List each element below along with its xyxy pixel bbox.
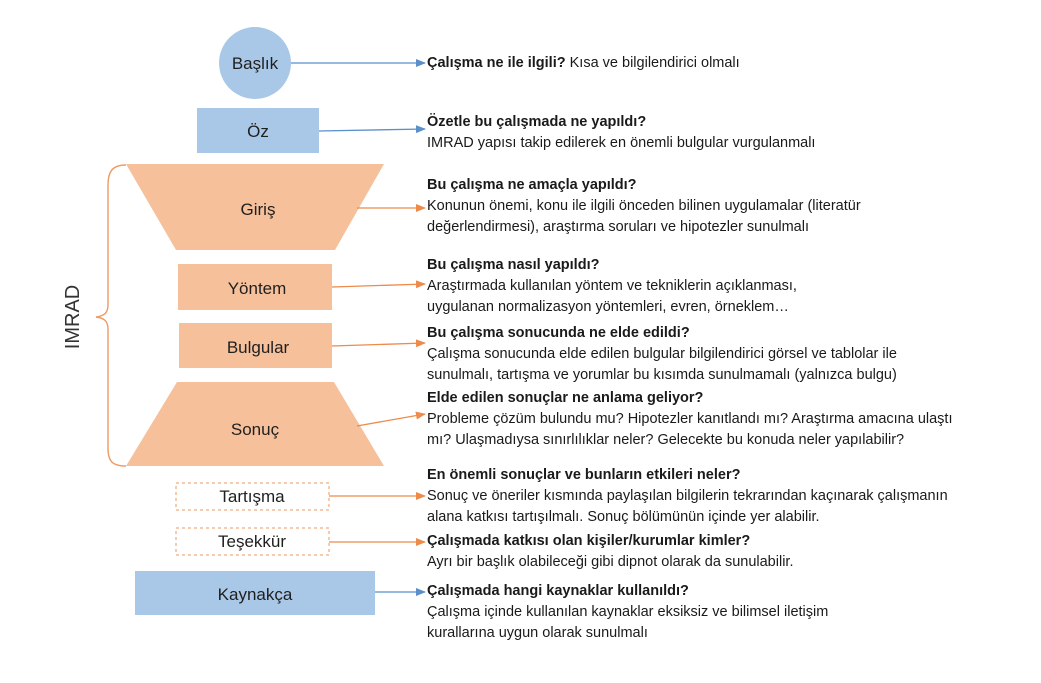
bulgular-label: Bulgular [226, 338, 290, 357]
kaynakca-description [427, 581, 1027, 644]
imrad-bracket [96, 165, 126, 466]
sonuc-line-2: mı? Ulaşmadıysa sınırlılıklar neler? Gelecekte bu konuda neler yapılabilir? [427, 432, 905, 448]
baslik-label: Başlık [231, 54, 279, 73]
bulgular-line-2: sunulmalı, tartışma ve yorumlar bu kısımda sunulmamalı (yalnızca bulgu) [427, 367, 897, 383]
oz-question: Özetle bu çalışmada ne yapıldı? [427, 114, 647, 130]
bulgular-arrow [332, 343, 425, 346]
kaynakca-label: Kaynakça [217, 585, 293, 604]
bulgular-question: Bu çalışma sonucunda ne elde edildi? [427, 325, 690, 341]
giris-line-1: Konunun önemi, konu ile ilgili önceden bilinen uygulamalar (literatür [427, 198, 861, 214]
sonuc-label: Sonuç [230, 420, 280, 439]
baslik-note: Kısa ve bilgilendirici olmalı [565, 55, 740, 71]
tartisma-label: Tartışma [219, 487, 285, 506]
tesekkur-question: Çalışmada katkısı olan kişiler/kurumlar kimler? [427, 533, 751, 549]
tartisma-line-1: Sonuç ve öneriler kısmında paylaşılan bilgilerin tekrarından kaçınarak çalışmanın [427, 488, 948, 504]
tesekkur-label: Teşekkür [217, 532, 287, 551]
sonuc-description [427, 388, 1027, 451]
kaynakca-line-2: kurallarına uygun olarak sunulmalı [427, 625, 648, 641]
yontem-line-2: uygulanan normalizasyon yöntemleri, evren, örneklem… [427, 299, 789, 315]
bulgular-description [427, 323, 1027, 386]
yontem-arrow [332, 284, 425, 287]
oz-label: Öz [247, 122, 269, 141]
sonuc-line-1: Probleme çözüm bulundu mu? Hipotezler kanıtlandı mı? Araştırma amacına ulaştı [427, 411, 953, 427]
giris-line-2: değerlendirmesi), araştırma soruları ve hipotezler sunulmalı [427, 219, 809, 235]
tesekkur-description [427, 531, 1027, 573]
baslik-description [427, 53, 1027, 74]
sonuc-question: Elde edilen sonuçlar ne anlama geliyor? [427, 390, 704, 406]
tartisma-line-2: alana katkısı tartışılmalı. Sonuç bölümünün içinde yer alabilir. [427, 509, 820, 525]
oz-description [427, 112, 1027, 154]
yontem-description [427, 255, 1027, 318]
bulgular-line-1: Çalışma sonucunda elde edilen bulgular bilgilendirici görsel ve tablolar ile [427, 346, 897, 362]
oz-arrow [319, 129, 425, 131]
sonuc-arrow [357, 414, 425, 426]
tartisma-question: En önemli sonuçlar ve bunların etkileri neler? [427, 467, 741, 483]
giris-question: Bu çalışma ne amaçla yapıldı? [427, 177, 637, 193]
oz-line-1: IMRAD yapısı takip edilerek en önemli bulgular vurgulanmalı [427, 135, 816, 151]
giris-label: Giriş [240, 200, 276, 219]
kaynakca-question: Çalışmada hangi kaynaklar kullanıldı? [427, 583, 689, 599]
giris-description [427, 175, 1027, 238]
yontem-question: Bu çalışma nasıl yapıldı? [427, 257, 600, 273]
tesekkur-line-1: Ayrı bir başlık olabileceği gibi dipnot olarak da sunulabilir. [427, 554, 794, 570]
imrad-label: IMRAD [62, 284, 84, 350]
tartisma-description [427, 465, 1027, 528]
kaynakca-line-1: Çalışma içinde kullanılan kaynaklar eksiksiz ve bilimsel iletişim [427, 604, 829, 620]
yontem-label: Yöntem [227, 279, 287, 298]
yontem-line-1: Araştırmada kullanılan yöntem ve tekniklerin açıklanması, [427, 278, 797, 294]
baslik-question: Çalışma ne ile ilgili? [427, 55, 566, 71]
